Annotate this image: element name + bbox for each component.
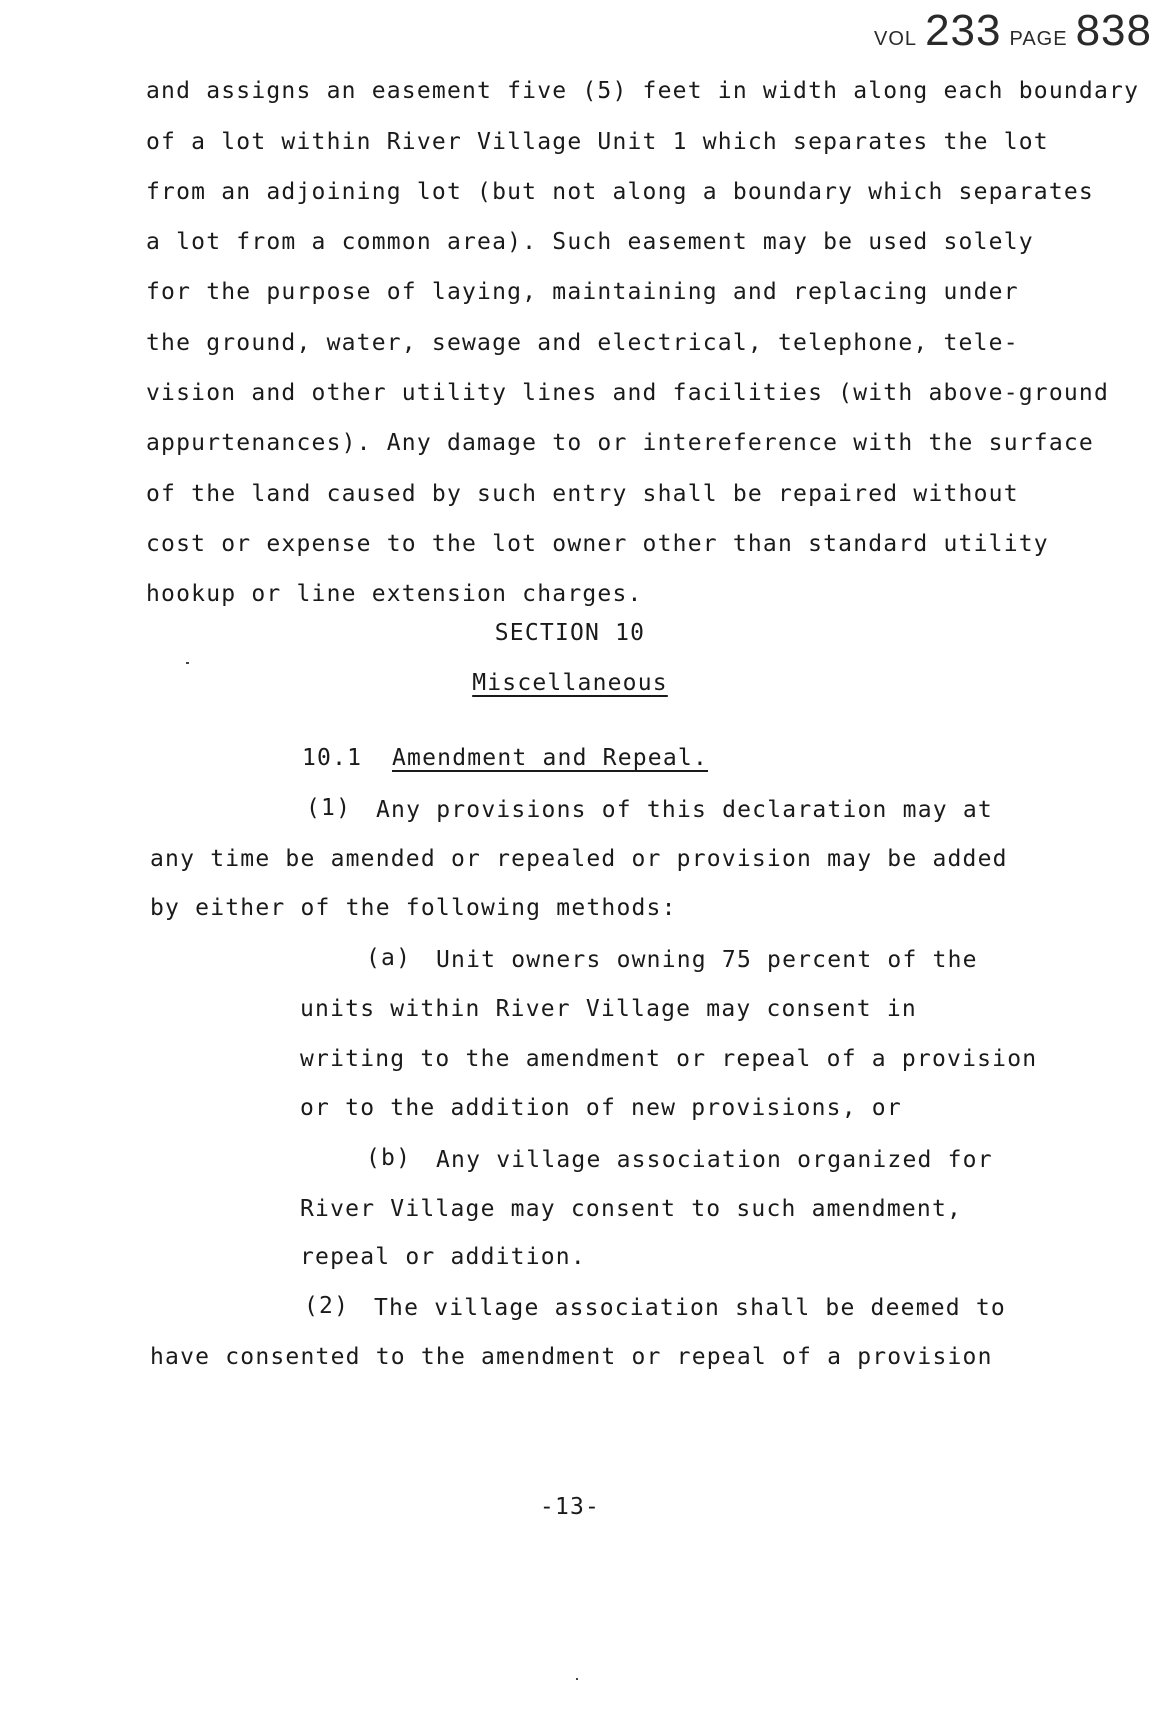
item-line: by either of the following methods: [150, 895, 677, 921]
volume-page-stamp [874, 6, 1152, 56]
item-line: Any provisions of this declaration may at [376, 797, 993, 823]
subsection-number: 10.1 [302, 745, 363, 771]
page-number-stamp: 838 [1075, 6, 1152, 55]
paragraph-line: hookup or line extension charges. [146, 581, 643, 607]
paragraph-line: vision and other utility lines and facilities (with above-ground [146, 380, 1110, 406]
item-marker: (b) [366, 1145, 412, 1171]
item-line: or to the addition of new provisions, or [300, 1095, 902, 1121]
item-line: writing to the amendment or repeal of a provision [300, 1046, 1038, 1072]
item-marker: (1) [306, 795, 352, 821]
subsection-title: Amendment and Repeal. [392, 745, 708, 771]
item-line: repeal or addition. [300, 1244, 586, 1270]
item-line: have consented to the amendment or repeal of a provision [150, 1344, 993, 1370]
item-line: Unit owners owning 75 percent of the [436, 947, 978, 973]
paragraph-line: of the land caused by such entry shall be repaired without [146, 481, 1019, 507]
paragraph-line: appurtenances). Any damage to or intereference with the surface [146, 430, 1094, 456]
paragraph-line: for the purpose of laying, maintaining and replacing under [146, 279, 1019, 305]
item-line: River Village may consent to such amendment, [300, 1196, 963, 1222]
item-marker: (a) [366, 945, 412, 971]
item-line: Any village association organized for [436, 1147, 993, 1173]
page-number: -13- [539, 1494, 601, 1520]
paragraph-line: and assigns an easement five (5) feet in width along each boundary [146, 78, 1140, 104]
paragraph-line: cost or expense to the lot owner other than standard utility [146, 531, 1049, 557]
paragraph-line: of a lot within River Village Unit 1 which separates the lot [146, 129, 1049, 155]
paragraph-line: a lot from a common area). Such easement may be used solely [146, 229, 1034, 255]
item-line: any time be amended or repealed or provision may be added [150, 846, 1008, 872]
item-marker: (2) [304, 1293, 350, 1319]
scan-speck [576, 1678, 578, 1680]
paragraph-line: the ground, water, sewage and electrical, telephone, tele- [146, 330, 1019, 356]
page-label: PAGE [1009, 28, 1068, 50]
scan-speck [186, 662, 189, 664]
section-title: Miscellaneous [472, 670, 668, 696]
item-line: units within River Village may consent in [300, 996, 917, 1022]
paragraph-line: from an adjoining lot (but not along a boundary which separates [146, 179, 1094, 205]
vol-label: VOL [874, 28, 918, 50]
vol-number: 233 [925, 6, 1002, 55]
section-heading: SECTION 10 [494, 620, 646, 646]
item-line: The village association shall be deemed to [374, 1295, 1006, 1321]
